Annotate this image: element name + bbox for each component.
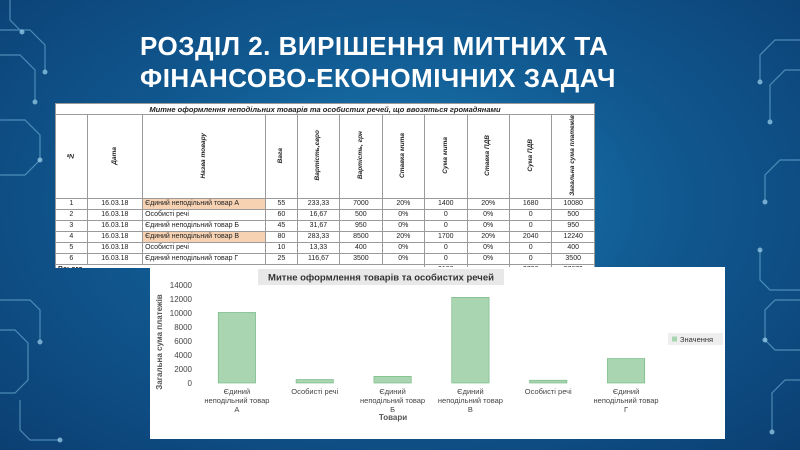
y-tick-label: 6000: [174, 337, 192, 346]
cell-product-name: Єдиний неподільний товар Б: [143, 220, 266, 231]
table-row: [56, 253, 595, 264]
chart-x-axis-title: Товари: [378, 413, 408, 422]
cell-value-eur: 13,33: [297, 242, 339, 253]
table-row: [56, 209, 595, 220]
cell-value-eur: 31,67: [297, 220, 339, 231]
cell-number: 3: [56, 220, 88, 231]
cell-value-uah: 3500: [340, 253, 382, 264]
cell-vat-rate: 20%: [467, 231, 509, 242]
cell-duty-sum: 0: [425, 209, 467, 220]
x-tick-label: неподільний товар: [437, 396, 503, 405]
bar: [452, 297, 489, 383]
cell-value-eur: 116,67: [297, 253, 339, 264]
cell-value-uah: 400: [340, 242, 382, 253]
table-row: [56, 198, 595, 209]
cell-duty-sum: 1700: [425, 231, 467, 242]
cell-duty-rate: 20%: [382, 198, 424, 209]
cell-weight: 60: [266, 209, 298, 220]
bar: [607, 359, 644, 384]
col-header-value-uah: Вартість, грн: [340, 115, 382, 199]
cell-vat-sum: 0: [509, 209, 551, 220]
col-header-number: №: [56, 115, 88, 199]
col-header-product-name: Назва товару: [143, 115, 266, 199]
col-header-duty-rate: Ставка мита: [382, 115, 424, 199]
cell-weight: 10: [266, 242, 298, 253]
cell-value-eur: 283,33: [297, 231, 339, 242]
slide-title-line-2: ФІНАНСОВО-ЕКОНОМІЧНИХ ЗАДАЧ: [140, 63, 616, 93]
x-tick-label: Особисті речі: [524, 387, 572, 396]
cell-total-payments: 10080: [552, 198, 595, 209]
x-tick-label: В: [467, 405, 473, 414]
cell-vat-rate: 0%: [467, 242, 509, 253]
col-header-vat-rate: Ставка ПДВ: [467, 115, 509, 199]
plot-area: [170, 281, 659, 414]
table-body: [56, 198, 595, 264]
customs-table: [55, 103, 595, 268]
cell-total-payments: 3500: [552, 253, 595, 264]
cell-total-payments: 12240: [552, 231, 595, 242]
cell-value-eur: 16,67: [297, 209, 339, 220]
cell-date: 16.03.18: [87, 209, 143, 220]
y-tick-label: 2000: [174, 365, 192, 374]
cell-total-payments: 500: [552, 209, 595, 220]
cell-vat-sum: 0: [509, 253, 551, 264]
cell-duty-rate: 0%: [382, 209, 424, 220]
legend-swatch: [672, 337, 677, 342]
cell-number: 1: [56, 198, 88, 209]
bar-chart: [150, 267, 725, 439]
col-header-total-payments: Загальна сума платежів: [552, 115, 595, 199]
x-tick-label: неподільний товар: [360, 396, 426, 405]
cell-value-uah: 500: [340, 209, 382, 220]
col-header-date: Дата: [87, 115, 143, 199]
cell-number: 6: [56, 253, 88, 264]
cell-weight: 45: [266, 220, 298, 231]
col-header-weight: Вага: [266, 115, 298, 199]
cell-vat-rate: 20%: [467, 198, 509, 209]
cell-duty-sum: 0: [425, 242, 467, 253]
table-row: [56, 231, 595, 242]
bar-chart-panel: [150, 267, 725, 439]
cell-weight: 25: [266, 253, 298, 264]
x-tick-label: неподільний товар: [204, 396, 270, 405]
cell-vat-sum: 1680: [509, 198, 551, 209]
cell-product-name: Єдиний неподільний товар А: [143, 198, 266, 209]
cell-duty-rate: 20%: [382, 231, 424, 242]
cell-value-uah: 950: [340, 220, 382, 231]
cell-vat-rate: 0%: [467, 253, 509, 264]
cell-date: 16.03.18: [87, 220, 143, 231]
table-caption: Митне оформлення неподільних товарів та особистих речей, що ввозяться громадянами: [56, 104, 595, 115]
y-tick-label: 10000: [169, 309, 192, 318]
cell-duty-sum: 0: [425, 253, 467, 264]
legend-label: Значення: [680, 335, 714, 344]
x-tick-label: Єдиний: [612, 387, 640, 396]
bar: [530, 380, 567, 383]
slide-title-line-1: РОЗДІЛ 2. ВИРІШЕННЯ МИТНИХ ТА: [140, 31, 609, 61]
table-row: [56, 242, 595, 253]
cell-duty-rate: 0%: [382, 253, 424, 264]
col-header-value-eur: Вартість,євро: [297, 115, 339, 199]
cell-product-name: Особисті речі: [143, 209, 266, 220]
y-tick-label: 4000: [174, 351, 192, 360]
cell-date: 16.03.18: [87, 231, 143, 242]
slide-title: [140, 30, 760, 94]
cell-vat-sum: 2040: [509, 231, 551, 242]
x-tick-label: неподільний товар: [593, 396, 659, 405]
cell-duty-rate: 0%: [382, 220, 424, 231]
cell-duty-sum: 0: [425, 220, 467, 231]
cell-total-payments: 950: [552, 220, 595, 231]
y-tick-label: 12000: [169, 295, 192, 304]
cell-product-name: Єдиний неподільний товар Г: [143, 253, 266, 264]
cell-vat-sum: 0: [509, 220, 551, 231]
y-tick-label: 0: [187, 379, 192, 388]
bar: [374, 376, 411, 383]
cell-value-uah: 7000: [340, 198, 382, 209]
customs-table-panel: [55, 103, 595, 268]
x-tick-label: Єдиний: [379, 387, 406, 396]
cell-product-name: Єдиний неподільний товар В: [143, 231, 266, 242]
col-header-vat-sum: Сума ПДВ: [509, 115, 551, 199]
bar: [296, 380, 333, 384]
x-tick-label: Єдиний: [223, 387, 251, 396]
y-tick-label: 8000: [174, 323, 192, 332]
cell-value-eur: 233,33: [297, 198, 339, 209]
cell-number: 2: [56, 209, 88, 220]
cell-date: 16.03.18: [87, 242, 143, 253]
chart-y-axis-title: Загальна сума платежів: [155, 294, 164, 390]
cell-duty-rate: 0%: [382, 242, 424, 253]
cell-weight: 55: [266, 198, 298, 209]
x-tick-label: А: [234, 405, 240, 414]
chart-title: Митне оформлення товарів та особистих речей: [268, 272, 494, 284]
cell-product-name: Особисті речі: [143, 242, 266, 253]
cell-date: 16.03.18: [87, 198, 143, 209]
cell-number: 5: [56, 242, 88, 253]
cell-vat-rate: 0%: [467, 209, 509, 220]
x-tick-label: Єдиний: [457, 387, 484, 396]
y-tick-label: 14000: [169, 281, 192, 290]
cell-weight: 80: [266, 231, 298, 242]
cell-vat-sum: 0: [509, 242, 551, 253]
bar: [218, 312, 255, 383]
table-header-row: [56, 115, 595, 199]
cell-total-payments: 400: [552, 242, 595, 253]
cell-duty-sum: 1400: [425, 198, 467, 209]
cell-date: 16.03.18: [87, 253, 143, 264]
x-tick-label: Особисті речі: [291, 387, 339, 396]
cell-vat-rate: 0%: [467, 220, 509, 231]
cell-number: 4: [56, 231, 88, 242]
col-header-duty-sum: Сума мита: [425, 115, 467, 199]
cell-value-uah: 8500: [340, 231, 382, 242]
x-tick-label: Г: [624, 405, 629, 414]
x-tick-label: Б: [390, 405, 396, 414]
table-row: [56, 220, 595, 231]
